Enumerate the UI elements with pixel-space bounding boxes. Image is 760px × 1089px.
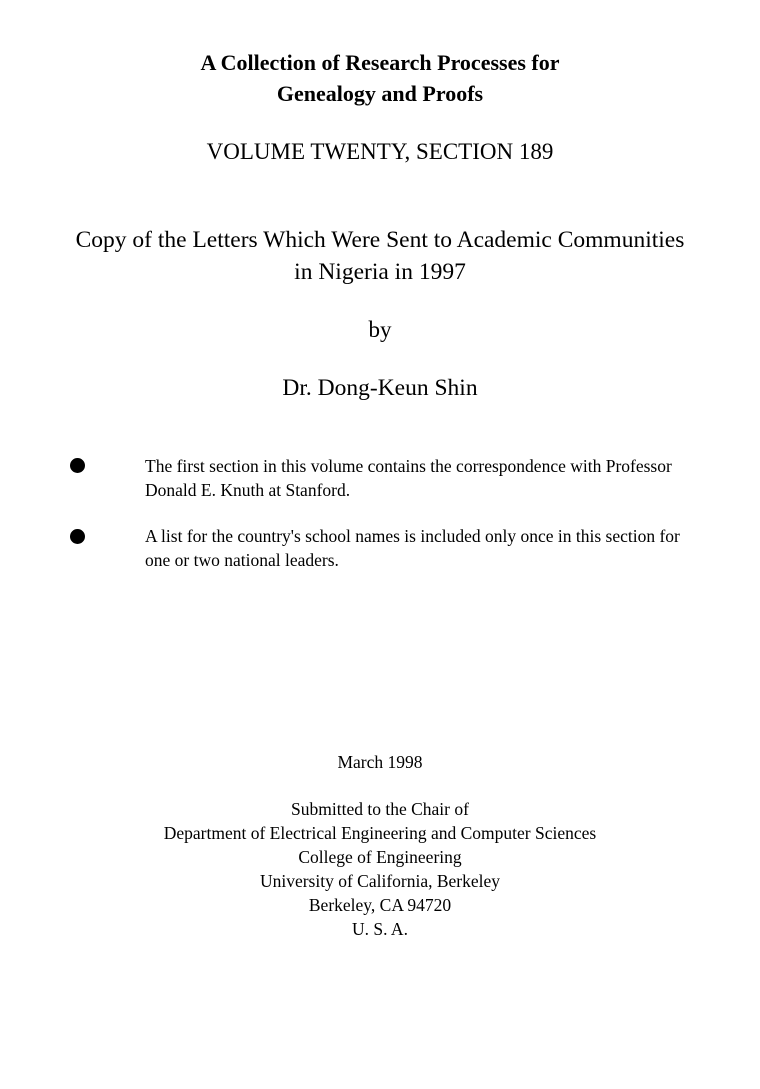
submission-line-1: Submitted to the Chair of — [291, 799, 469, 819]
by-label: by — [368, 317, 392, 342]
subject-line-2: in Nigeria in 1997 — [294, 259, 466, 285]
submission-line-5: Berkeley, CA 94720 — [308, 895, 452, 915]
bullet-item-1-line-1: The first section in this volume contains the correspondence with Professor — [145, 456, 672, 476]
author-name: Dr. Dong-Keun Shin — [282, 375, 478, 401]
volume-heading: VOLUME TWENTY, SECTION 189 — [206, 139, 554, 164]
submission-line-3: College of Engineering — [298, 847, 462, 867]
date-line: March 1998 — [337, 752, 423, 772]
submission-line-6: U. S. A. — [352, 919, 408, 939]
subject-line-1: Copy of the Letters Which Were Sent to Academic Communities — [75, 227, 685, 253]
bullet-item-1-line-2: Donald E. Knuth at Stanford. — [145, 480, 351, 500]
submission-line-4: University of California, Berkeley — [259, 871, 501, 891]
title-line-2: Genealogy and Proofs — [276, 81, 484, 106]
bullet-item-2-line-2: one or two national leaders. — [145, 550, 339, 570]
bullet-item-1 — [145, 454, 725, 502]
bullet-icon — [70, 529, 85, 544]
bullet-item-2-line-1: A list for the country's school names is included only once in this section for — [145, 526, 680, 546]
title-line-1: A Collection of Research Processes for — [200, 50, 560, 75]
bullet-icon — [70, 458, 85, 473]
bullet-item-2 — [145, 524, 725, 572]
submission-line-2: Department of Electrical Engineering and Computer Sciences — [163, 823, 597, 843]
